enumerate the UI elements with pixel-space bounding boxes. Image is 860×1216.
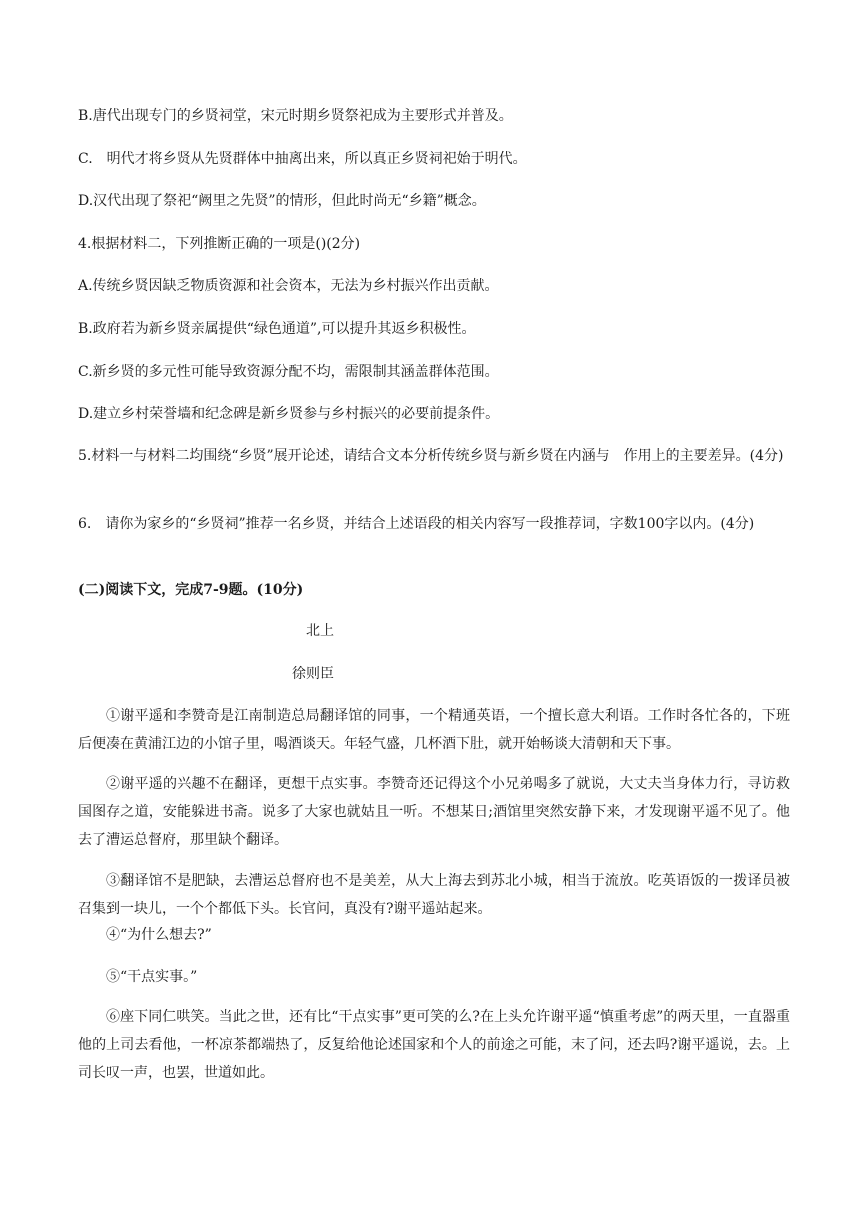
article-author: 徐则臣 [292,666,334,682]
question-4-option-d: D.建立乡村荣誉墙和纪念碑是新乡贤参与乡村振兴的必要前提条件。 [78,406,500,422]
paragraph-1: ①谢平遥和李赞奇是江南制造总局翻译馆的同事，一个精通英语，一个擅长意大利语。工作时各忙各的，下班后便凑在黄浦江边的小馆子里，喝酒谈天。年轻气盛，几杯酒下肚，就开始畅谈大清朝和天下事。 [78,708,790,752]
question-5: 5.材料一与材料二均围绕“乡贤”展开论述，请结合文本分析传统乡贤与新乡贤在内涵与 作用上的主要差异。(4分) [78,448,784,464]
question-4-option-a: A.传统乡贤因缺乏物质资源和社会资本，无法为乡村振兴作出贡献。 [78,278,499,294]
paragraph-3: ③翻译馆不是肥缺，去漕运总督府也不是美差，从大上海去到苏北小城，相当于流放。吃英语饭的一拨译员被召集到一块儿，一个个都低下头。长官问，真没有?谢平遥站起来。 [78,873,790,917]
question-3-option-b: B.唐代出现专门的乡贤祠堂，宋元时期乡贤祭祀成为主要形式并普及。 [78,108,513,124]
section-2-heading: (二)阅读下文，完成7-9题。(10分) [78,582,304,598]
question-6: 6. 请你为家乡的“乡贤祠”推荐一名乡贤，并结合上述语段的相关内容写一段推荐词，字数100字以内。(4分) [78,516,755,532]
paragraph-6: ⑥座下同仁哄笑。当此之世，还有比“干点实事”更可笑的么?在上头允许谢平遥“慎重考虑”的两天里，一直器重他的上司去看他，一杯凉茶都端热了，反复给他论述国家和个人的前途之可能，末了问，还去吗?谢平遥说，去。上司长叹一声，也罢，世道如此。 [78,1009,790,1081]
question-4-option-b: B.政府若为新乡贤亲属提供“绿色通道”,可以提升其返乡积极性。 [78,321,476,337]
question-3-option-d: D.汉代出现了祭祀“阙里之先贤”的情形，但此时尚无“乡籍”概念。 [78,193,486,209]
paragraph-5: ⑤“干点实事。” [106,969,198,985]
paragraph-4: ④“为什么想去?” [106,927,212,943]
paragraph-2: ②谢平遥的兴趣不在翻译，更想干点实事。李赞奇还记得这个小兄弟喝多了就说，大丈夫当身体力行，寻访救国图存之道，安能躲进书斋。说多了大家也就姑且一听。不想某日;酒馆里突然安静下来，才发现谢平遥不见了。他去了漕运总督府，那里缺个翻译。 [78,776,790,848]
question-3-option-c: C. 明代才将乡贤从先贤群体中抽离出来，所以真正乡贤祠祀始于明代。 [78,151,527,167]
question-4-option-c: C.新乡贤的多元性可能导致资源分配不均，需限制其涵盖群体范围。 [78,364,499,380]
article-title: 北上 [306,623,334,639]
question-4-stem: 4.根据材料二，下列推断正确的一项是()(2分) [78,236,361,252]
